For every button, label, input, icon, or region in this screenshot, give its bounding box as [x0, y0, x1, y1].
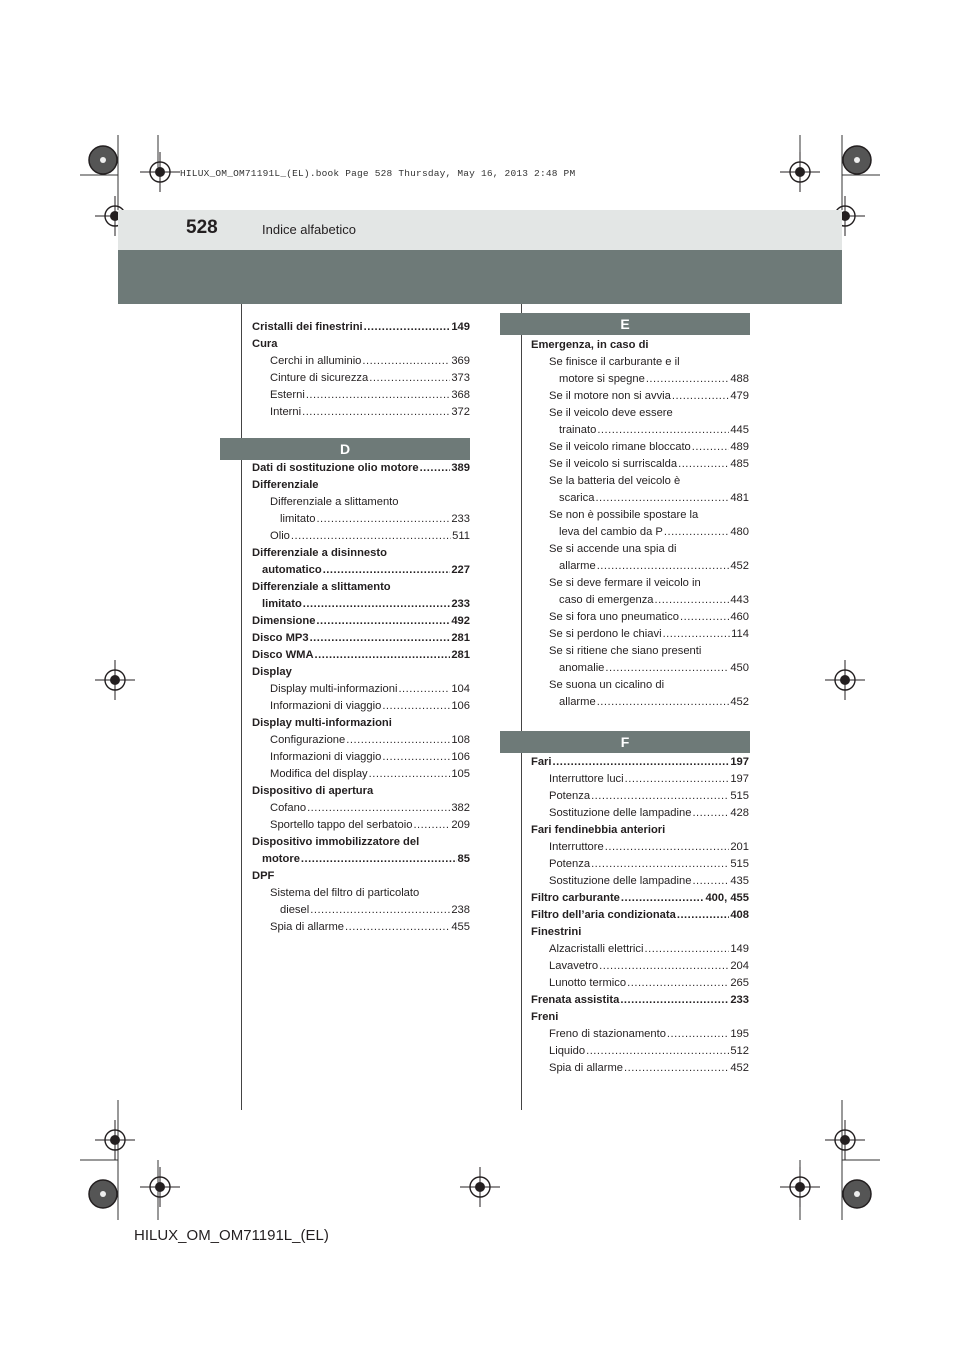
index-entry: Interruttore ..... 201 [531, 839, 749, 856]
index-heading: Emergenza, in caso di [531, 339, 649, 351]
index-entry-main: limitato ..... 233 [252, 596, 470, 613]
index-entry-line: Se finisce il carburante e il [549, 356, 680, 368]
index-heading: Dispositivo di apertura [252, 785, 374, 797]
index-entry: Sostituzione delle lampadine ..... 428 [531, 805, 749, 822]
index-entry: Spia di allarme ..... 455 [252, 919, 470, 936]
index-heading: Differenziale a disinnesto [252, 547, 387, 559]
index-entry: Potenza ..... 515 [531, 856, 749, 873]
page-number: 528 [186, 217, 218, 238]
index-entry: Cerchi in alluminio ..... 369 [252, 353, 470, 370]
index-heading: Differenziale a slittamento [252, 581, 391, 593]
index-entry: Olio ..... 511 [252, 528, 470, 545]
index-entry-line: Se si deve fermare il veicolo in [549, 577, 701, 589]
index-entry-main: Frenata assistita ..... 233 [531, 992, 749, 1009]
index-entry: Configurazione ..... 108 [252, 732, 470, 749]
index-entry-line: Se suona un cicalino di [549, 679, 665, 691]
index-heading: Cura [252, 338, 278, 350]
index-entry: caso di emergenza ..... 443 [531, 592, 749, 609]
left-column [252, 319, 470, 421]
index-heading: Differenziale [252, 479, 319, 491]
header-band-dark [118, 250, 842, 304]
index-entry-main: Filtro dell’aria condizionata ..... 408 [531, 907, 749, 924]
index-entry: Informazioni di viaggio ..... 106 [252, 749, 470, 766]
index-entry: Alzacristalli elettrici ..... 149 [531, 941, 749, 958]
index-entry: limitato ..... 233 [252, 511, 470, 528]
index-heading: Finestrini [531, 926, 582, 938]
header-band-light [118, 210, 842, 250]
index-heading: Display [252, 666, 292, 678]
index-entry-line: Se la batteria del veicolo è [549, 475, 681, 487]
index-entry: Spia di allarme ..... 452 [531, 1060, 749, 1077]
index-entry: motore si spegne ..... 488 [531, 371, 749, 388]
right-column-e [531, 337, 749, 711]
index-entry: Potenza ..... 515 [531, 788, 749, 805]
index-entry-line: Differenziale a slittamento [270, 496, 399, 508]
index-heading: DPF [252, 870, 275, 882]
index-entry: allarme ..... 452 [531, 694, 749, 711]
left-column-d [252, 460, 470, 936]
column-rule-left [241, 304, 242, 1110]
index-entry-main: Disco MP3 ..... 281 [252, 630, 470, 647]
index-entry: Modifica del display ..... 105 [252, 766, 470, 783]
document-code: HILUX_OM_OM71191L_(EL) [134, 1227, 329, 1244]
index-entry: scarica ..... 481 [531, 490, 749, 507]
chapter-title: Indice alfabetico [262, 222, 356, 237]
index-entry: trainato ..... 445 [531, 422, 749, 439]
index-entry-main: automatico ..... 227 [252, 562, 470, 579]
column-rule-right [521, 304, 522, 1110]
index-entry: Liquido ..... 512 [531, 1043, 749, 1060]
index-heading: Fari fendinebbia anteriori [531, 824, 666, 836]
index-heading: Dispositivo immobilizzatore del [252, 836, 420, 848]
index-entry: Informazioni di viaggio ..... 106 [252, 698, 470, 715]
right-column-f [531, 754, 749, 1077]
index-entry: diesel ..... 238 [252, 902, 470, 919]
index-entry-main: Fari ..... 197 [531, 754, 749, 771]
index-entry: Se il motore non si avvia ..... 479 [531, 388, 749, 405]
index-entry: Sostituzione delle lampadine ..... 435 [531, 873, 749, 890]
index-entry: Lunotto termico ..... 265 [531, 975, 749, 992]
section-header-e: E [500, 313, 750, 335]
index-entry: Se il veicolo si surriscalda ..... 485 [531, 456, 749, 473]
index-entry-main: Dati di sostituzione olio motore ..... 389 [252, 460, 470, 477]
index-entry: leva del cambio da P ..... 480 [531, 524, 749, 541]
index-entry: Se si perdono le chiavi ..... 114 [531, 626, 749, 643]
index-entry-main: Disco WMA ..... 281 [252, 647, 470, 664]
index-entry-line: Se non è possibile spostare la [549, 509, 699, 521]
index-entry: Cinture di sicurezza ..... 373 [252, 370, 470, 387]
index-entry: Interni ..... 372 [252, 404, 470, 421]
section-header-f: F [500, 731, 750, 753]
index-entry-line: Se si accende una spia di [549, 543, 677, 555]
index-entry: Interruttore luci ..... 197 [531, 771, 749, 788]
index-entry-main: Filtro carburante ..... 400, 455 [531, 890, 749, 907]
index-heading: Display multi-informazioni [252, 717, 392, 729]
index-entry: Lavavetro ..... 204 [531, 958, 749, 975]
index-entry: Cofano ..... 382 [252, 800, 470, 817]
index-entry-main: Dimensione ..... 492 [252, 613, 470, 630]
index-entry: allarme ..... 452 [531, 558, 749, 575]
index-entry-main: Cristalli dei finestrini ..... 149 [252, 319, 470, 336]
index-entry-main: motore ..... 85 [252, 851, 470, 868]
index-heading: Freni [531, 1011, 559, 1023]
print-info: HILUX_OM_OM71191L_(EL).book Page 528 Thursday, May 16, 2013 2:48 PM [180, 168, 576, 179]
index-entry: Se si fora uno pneumatico ..... 460 [531, 609, 749, 626]
index-entry-line: Se il veicolo deve essere [549, 407, 673, 419]
index-entry: anomalie ..... 450 [531, 660, 749, 677]
section-header-d: D [220, 438, 470, 460]
index-entry: Display multi-informazioni ..... 104 [252, 681, 470, 698]
index-entry-line: Sistema del filtro di particolato [270, 887, 420, 899]
index-entry: Sportello tappo del serbatoio ..... 209 [252, 817, 470, 834]
index-entry: Freno di stazionamento ..... 195 [531, 1026, 749, 1043]
index-entry: Esterni ..... 368 [252, 387, 470, 404]
index-entry: Se il veicolo rimane bloccato ..... 489 [531, 439, 749, 456]
index-entry-line: Se si ritiene che siano presenti [549, 645, 702, 657]
